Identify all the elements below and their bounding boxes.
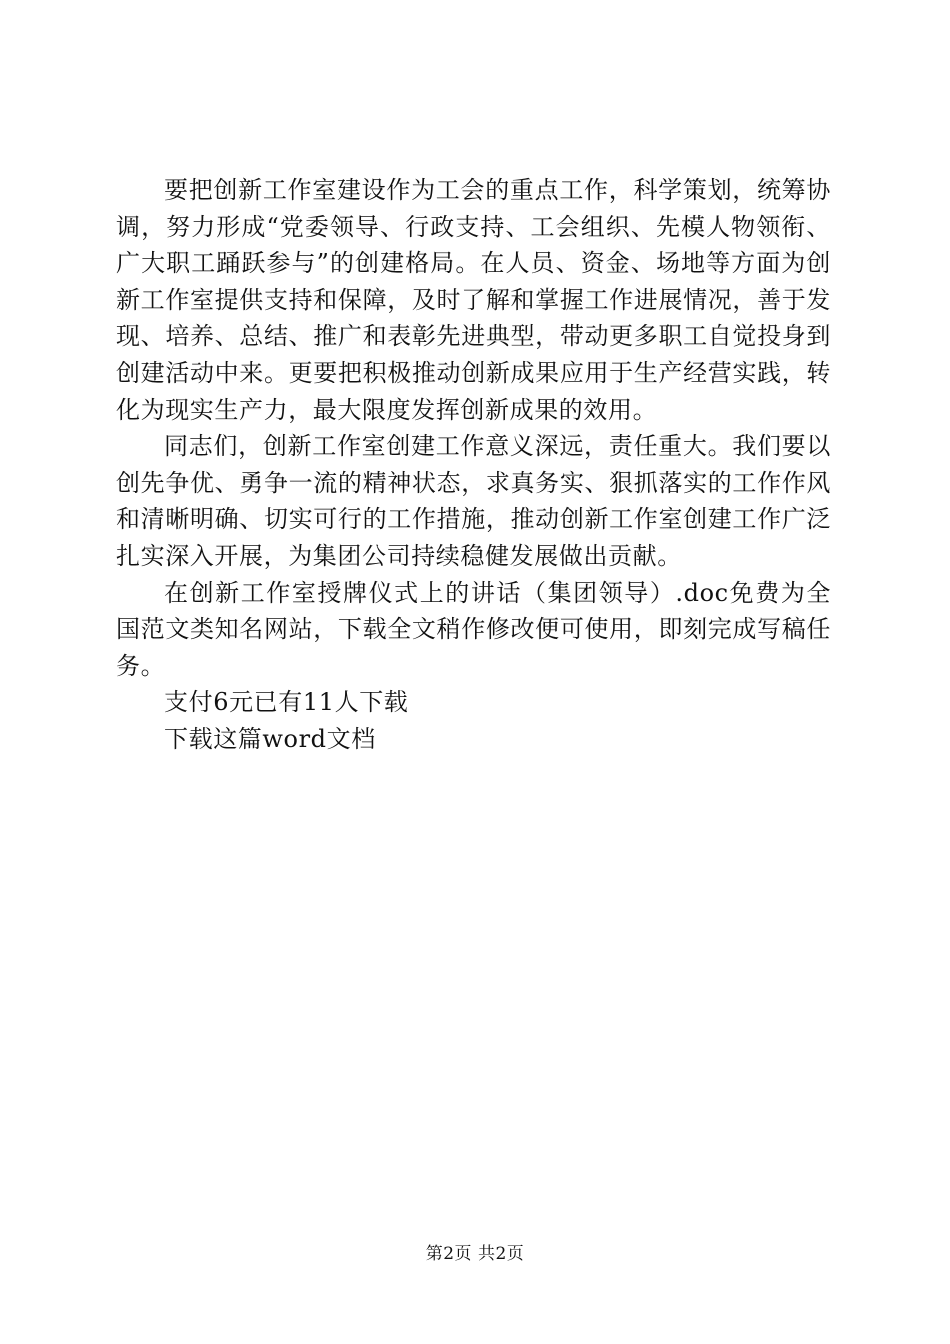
download-word-link[interactable]: 下载这篇word文档 bbox=[164, 724, 376, 753]
paragraph-closing-remarks: 同志们，创新工作室创建工作意义深远，责任重大。我们要以创先争优、勇争一流的精神状态，求真务实、狠抓落实的工作作风和清晰明确、切实可行的工作措施，推动创新工作室创建工作广泛扎实深入开展，为集团公司持续稳健发展做出贡献。 bbox=[116, 432, 831, 570]
paragraph-site-notice: 在创新工作室授牌仪式上的讲话（集团领导）.doc免费为全国范文类知名网站，下载全文稍作修改便可使用，即刻完成写稿任务。 bbox=[116, 578, 831, 680]
paragraph-innovation-studio-work: 要把创新工作室建设作为工会的重点工作，科学策划，统筹协调，努力形成“党委领导、行政支持、工会组织、先模人物领衔、广大职工踊跃参与”的创建格局。在人员、资金、场地等方面为创新工作室提供支持和保障，及时了解和掌握工作进展情况，善于发现、培养、总结、推广和表彰先进典型，带动更多职工自觉投身到创建活动中来。更要把积极推动创新成果应用于生产经营实践，转化为现实生产力，最大限度发挥创新成果的效用。 bbox=[116, 176, 831, 424]
document-body bbox=[116, 172, 831, 758]
download-count-text[interactable]: 支付6元已有11人下载 bbox=[164, 688, 409, 717]
page-number-footer: 第2页 共2页 bbox=[425, 1244, 525, 1264]
